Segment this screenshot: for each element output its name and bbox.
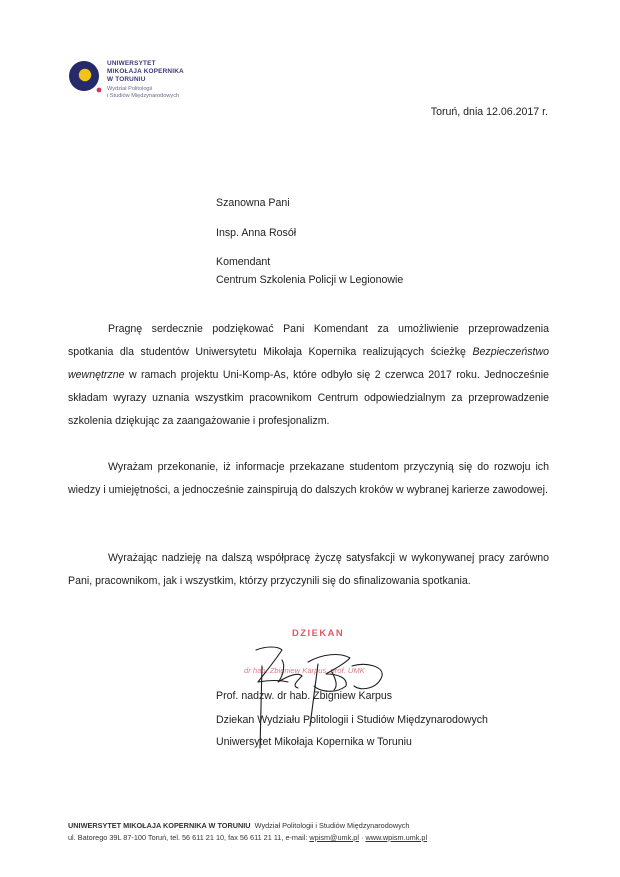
footer-email-link[interactable]: wpism@umk.pl (309, 833, 359, 842)
logo-faculty-line-2: i Studiów Międzynarodowych (107, 93, 180, 99)
paragraph-1-text-b: w ramach projektu Uni-Komp-As, które odbyło się 2 czerwca 2017 roku. Jednocześnie składam wyrazy uznania wszystkim pracownikom Centrum odpowiedzialnym za przeprowadzenie szkolenia dziękując za zaangażowanie i profesjonalizm. (68, 369, 549, 427)
stamp-title: DZIEKAN (292, 627, 345, 638)
stamp-name: dr hab. Zbigniew Karpus, prof. UMK (244, 666, 365, 675)
footer-website-link[interactable]: www.wpism.umk.pl (365, 833, 428, 842)
signatory-name: Prof. nadzw. dr hab. Zbigniew Karpus (216, 690, 393, 702)
footer-org: UNIWERSYTET MIKOŁAJA KOPERNIKA W TORUNIU (68, 821, 251, 830)
logo-faculty-line-1: Wydział Politologii (107, 86, 153, 92)
umk-logo-icon (68, 60, 104, 96)
logo-line-2: MIKOŁAJA KOPERNIKA (107, 68, 184, 75)
logo-line-3: W TORUNIU (107, 76, 146, 83)
recipient-title: Komendant (216, 256, 271, 268)
logo-wordmark (107, 60, 184, 84)
footer-faculty: Wydział Politologii i Studiów Międzynarodowych (254, 821, 410, 830)
paragraph-1-italic: Bezpieczeństwo wewnętrzne (68, 346, 549, 381)
logo-faculty (107, 86, 179, 100)
footer (68, 820, 548, 844)
recipient-salutation: Szanowna Pani (216, 197, 290, 209)
footer-address: ul. Batorego 39L 87-100 Toruń, tel. 56 611 21 10, fax 56 611 21 11, e-mail: (68, 833, 310, 842)
paragraph-2: Wyrażam przekonanie, iż informacje przekazane studentom przyczynią się do rozwoju ich wiedzy i umiejętności, a jednocześnie zainspirują do dalszych kroków w wybranej karierze zawodowej. (68, 461, 549, 496)
footer-line-2 (68, 832, 548, 844)
footer-line-1 (68, 820, 548, 832)
signatory-position: Dziekan Wydziału Politologii i Studiów Międzynarodowych (216, 714, 488, 726)
recipient-name: Insp. Anna Rosół (216, 227, 297, 239)
paragraph-1 (68, 318, 549, 433)
signatory-university: Uniwersytet Mikołaja Kopernika w Toruniu (216, 736, 412, 748)
paragraph-1-text-a: Pragnę serdecznie podziękować Pani Komendant za umożliwienie przeprowadzenia spotkania dla studentów Uniwersytetu Mikołaja Kopernika realizujących ścieżkę (68, 323, 549, 358)
logo-line-1: UNIWERSYTET (107, 60, 156, 67)
recipient-institution: Centrum Szkolenia Policji w Legionowie (216, 274, 404, 286)
letter-date: Toruń, dnia 12.06.2017 r. (430, 106, 548, 118)
footer-separator: · (358, 833, 366, 842)
university-logo (68, 60, 218, 112)
paragraph-3: Wyrażając nadzieję na dalszą współpracę życzę satysfakcji w wykonywanej pracy zarówno Pani, pracownikom, jak i wszystkim, którzy przyczynili się do sfinalizowania spotkania. (68, 552, 549, 587)
